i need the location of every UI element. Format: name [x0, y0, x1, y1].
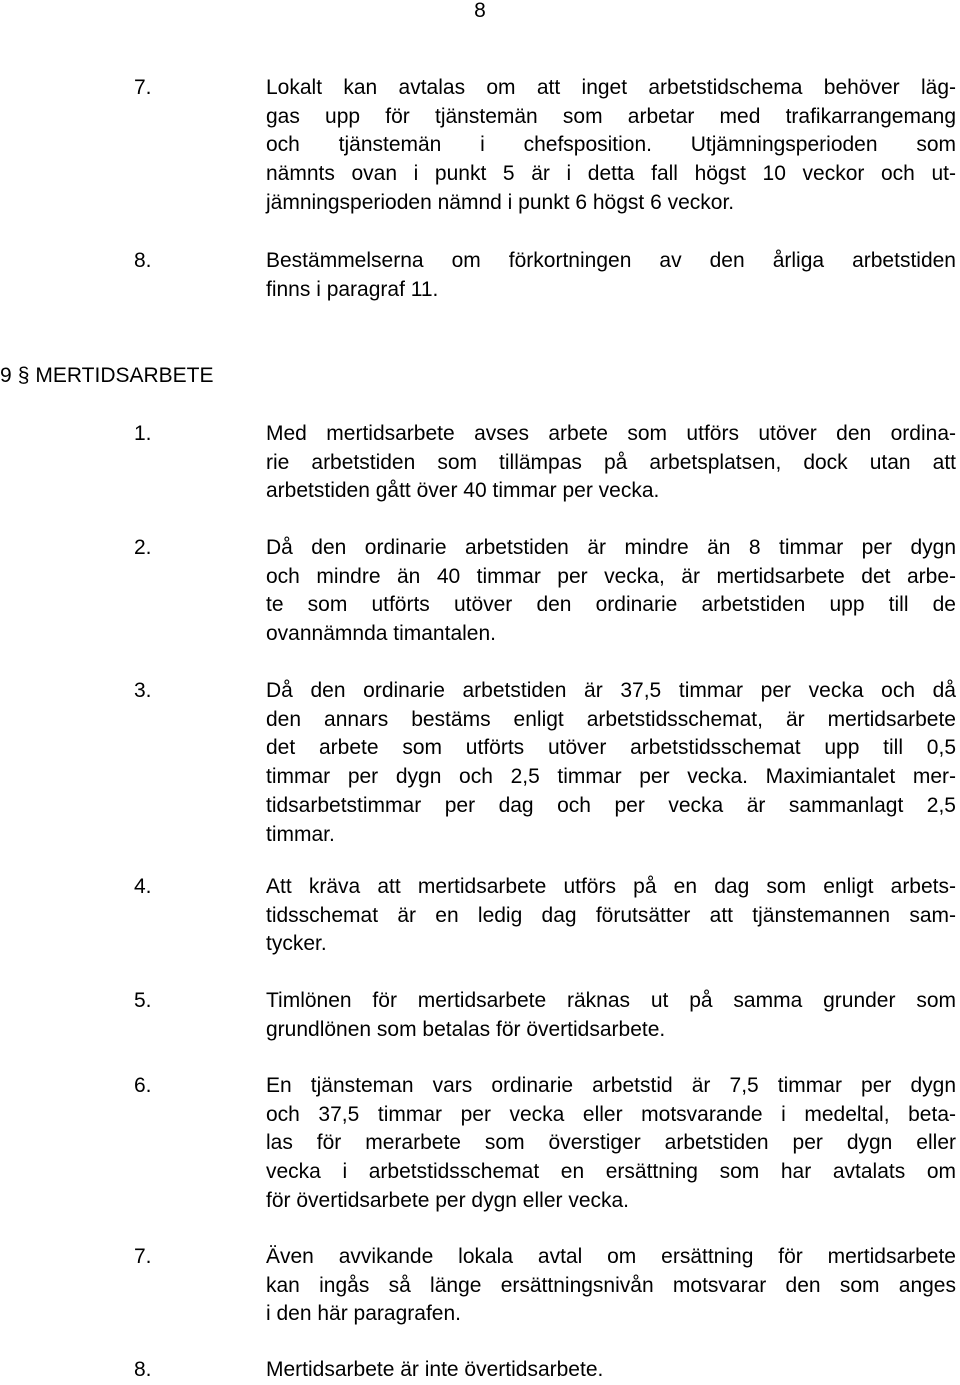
text-line: Då den ordinarie arbetstiden är 37,5 timmar per vecka och då — [266, 679, 956, 702]
text-line: det arbete som utförts utöver arbetstidsschemat upp till 0,5 — [266, 736, 956, 760]
text-line: jämningsperioden nämnd i punkt 6 högst 6 veckor. — [266, 190, 735, 214]
text-line: gas upp för tjänstemän som arbetar med trafikarrangemang — [266, 104, 956, 128]
text-line: tycker. — [266, 932, 327, 956]
text-line: och mindre än 40 timmar per vecka, är mertidsarbete det arbe- — [266, 564, 956, 588]
text-line: Även avvikande lokala avtal om ersättning för mertidsarbete — [266, 1245, 956, 1268]
item-text — [266, 1243, 956, 1329]
text-line: timmar per dygn och 2,5 timmar per vecka. Maximiantalet mer- — [266, 765, 956, 789]
item-number: 8. — [134, 1358, 152, 1381]
text-line: timmar. — [266, 822, 335, 846]
item-text — [266, 1356, 956, 1385]
text-line: arbetstiden gått över 40 timmar per vecka. — [266, 479, 660, 503]
item-text — [266, 873, 956, 959]
text-line: Timlönen för mertidsarbete räknas ut på samma grunder som — [266, 989, 956, 1012]
text-line: och tjänstemän i chefsposition. Utjämningsperioden som — [266, 133, 956, 157]
text-line: Då den ordinarie arbetstiden är mindre än 8 timmar per dygn — [266, 536, 956, 559]
text-line: Med mertidsarbete avses arbete som utförs utöver den ordina- — [266, 422, 956, 445]
text-line: te som utförts utöver den ordinarie arbetstiden upp till de — [266, 593, 956, 617]
item-text — [266, 74, 956, 218]
text-line: tidsschemat är en ledig dag förutsätter att tjänstemannen sam- — [266, 903, 956, 927]
text-line: Bestämmelserna om förkortningen av den årliga arbetstiden — [266, 249, 956, 272]
text-line: rie arbetstiden som tillämpas på arbetsplatsen, dock utan att — [266, 450, 956, 474]
item-number: 3. — [134, 679, 152, 702]
item-number: 7. — [134, 76, 152, 99]
item-number: 1. — [134, 422, 152, 445]
item-number: 7. — [134, 1245, 152, 1268]
item-text — [266, 1072, 956, 1216]
text-line: tidsarbetstimmar per dag och per vecka är sammanlagt 2,5 — [266, 793, 956, 817]
item-text — [266, 987, 956, 1044]
item-number: 6. — [134, 1074, 152, 1097]
text-line: En tjänsteman vars ordinarie arbetstid är 7,5 timmar per dygn — [266, 1074, 956, 1097]
text-line: las för merarbete som överstiger arbetstiden per dygn eller — [266, 1131, 956, 1155]
section-heading — [0, 362, 214, 391]
item-number: 5. — [134, 989, 152, 1012]
text-line: grundlönen som betalas för övertidsarbete. — [266, 1017, 666, 1041]
section-sign: § — [17, 364, 30, 387]
item-text — [266, 677, 956, 849]
text-line: kan ingås så länge ersättningsnivån motsvarar den som anges — [266, 1273, 956, 1297]
item-number: 4. — [134, 875, 152, 898]
item-text — [266, 534, 956, 649]
text-line: nämnts ovan i punkt 5 är i detta fall högst 10 veckor och ut- — [266, 162, 956, 186]
item-text — [266, 247, 956, 304]
page-number: 8 — [474, 0, 486, 22]
text-line: för övertidsarbete per dygn eller vecka. — [266, 1188, 630, 1212]
text-line: ovannämnda timantalen. — [266, 622, 496, 646]
text-line: den annars bestäms enligt arbetstidsschemat, är mertidsarbete — [266, 707, 956, 731]
text-line: och 37,5 timmar per vecka eller motsvarande i medeltal, beta- — [266, 1102, 956, 1126]
item-number: 2. — [134, 536, 152, 559]
section-number: 9 — [0, 364, 12, 387]
section-title: MERTIDSARBETE — [35, 364, 214, 387]
text-line: Mertidsarbete är inte övertidsarbete. — [266, 1358, 604, 1381]
text-line: Lokalt kan avtalas om att inget arbetstidschema behöver läg- — [266, 76, 956, 99]
text-line: vecka i arbetstidsschemat en ersättning som har avtalats om — [266, 1160, 956, 1184]
item-text — [266, 420, 956, 506]
item-number: 8. — [134, 249, 152, 272]
text-line: finns i paragraf 11. — [266, 277, 439, 301]
text-line: Att kräva att mertidsarbete utförs på en dag som enligt arbets- — [266, 875, 956, 898]
text-line: i den här paragrafen. — [266, 1302, 461, 1326]
